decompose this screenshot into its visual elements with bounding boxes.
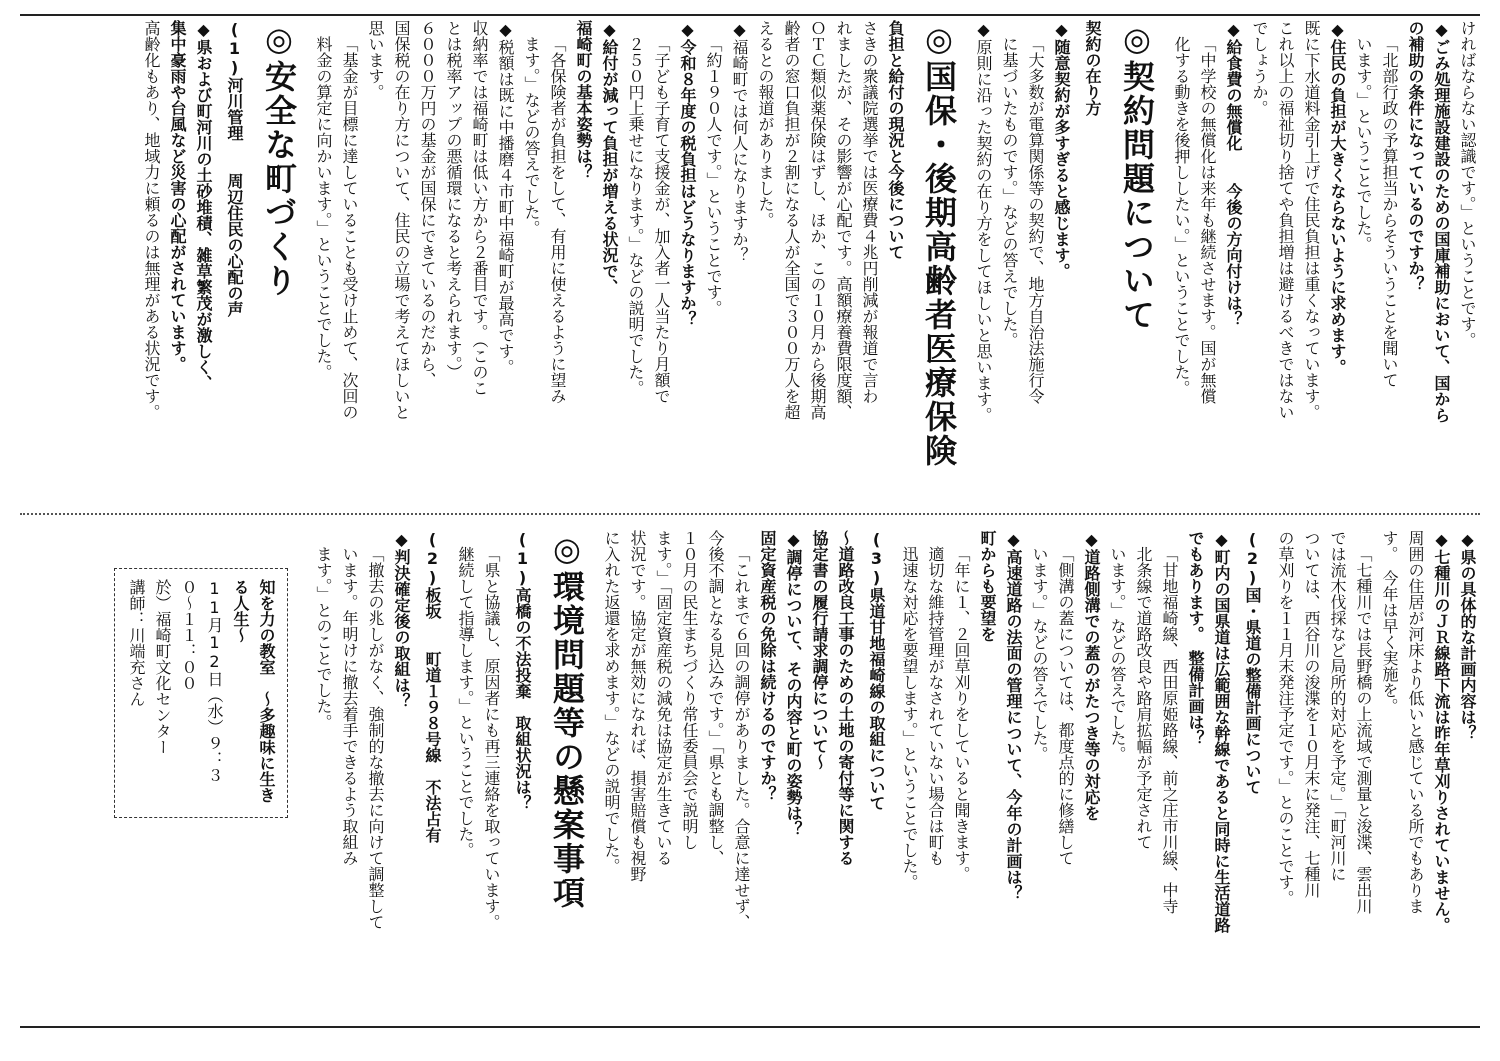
- body-line: さきの衆議院選挙では医療費４兆円削減が報道で言わ: [860, 20, 879, 404]
- question-line: 集中豪雨や台風など災害の心配がされています。: [168, 20, 187, 372]
- answer-line: 「撤去の兆しがなく、強制的な撤去に向けて調整して: [366, 546, 385, 930]
- answer-line: 「七種川では長野橋の上流域で測量と浚渫、雲出川: [1354, 546, 1373, 914]
- question-line: の補助の条件になっているのですか？: [1406, 20, 1425, 292]
- notice-title: 知を力の教室 〜多趣味に生きる人生〜: [231, 579, 276, 803]
- question-line: ◆道路側溝での蓋のがたつき等の対応を: [1082, 530, 1101, 821]
- question-line: ◆ごみ処理施設建設のための国庫補助において、国から: [1432, 20, 1451, 423]
- answer-line: います。年明けに撤去着手できるよう取組み: [340, 546, 359, 866]
- body-line: に入れた返還を求めます。」などの説明でした。: [602, 530, 621, 874]
- answer-line: 継続して指導します。」ということでした。: [456, 546, 475, 858]
- body-line: ◆原則に沿った契約の在り方をしてほしいと思います。: [974, 20, 993, 423]
- body-line: 齢者の窓口負担が２割になる人が全国で３００万人を超: [782, 20, 801, 420]
- body-line: では流木伐採など局所的対応を予定。」「町河川に: [1328, 530, 1347, 882]
- question-line: ◆町内の国県道は広範囲な幹線であると同時に生活道路: [1212, 530, 1231, 933]
- body-line: 収納率では福崎町は低い方から２番目です。（このこ: [470, 20, 489, 396]
- body-line: の草刈りを１１月末発注予定です。」とのことです。: [1276, 530, 1295, 906]
- body-line: 状況です。協定が無効になれば、損害賠償も視野: [628, 530, 647, 882]
- answer-line: 「約１９０人です。」ということです。: [704, 36, 723, 316]
- answer-line: に基づいたものです。」などの答えでした。: [1000, 36, 1019, 348]
- question-line: 負担と給付の現況と今後について: [886, 20, 905, 260]
- question-line: 〜道路改良工事のための土地の寄付等に関する: [836, 530, 855, 866]
- body-line: ◆税額は既に中播磨４市町中福崎町が最高です。: [496, 20, 515, 375]
- answer-line: ます。」などの答えでした。: [522, 36, 541, 236]
- subsection-heading: (1)河川管理 周辺住民の心配の声: [225, 20, 244, 317]
- event-notice-box: [114, 568, 288, 818]
- answer-line: 「北部行政の予算担当からそういうことを聞いて: [1380, 36, 1399, 388]
- body-line: 既に下水道料金引上げで住民負担は重くなっています。: [1302, 20, 1321, 420]
- answer-line: 「基金が目標に達していることも受け止めて、次回の: [340, 36, 359, 420]
- body-line: 国保税の在り方について、住民の立場で考えてほしいと: [392, 20, 411, 420]
- answer-line: ２５０円上乗せになります。」などの説明でした。: [626, 36, 645, 396]
- body-line: １０月の民生まちづくり常任委員会で説明し: [680, 530, 699, 850]
- notice-date: 11月12日（水）９：３０〜１１：００: [179, 579, 224, 783]
- body-line: ます。」「固定資産税の減免は協定が生きている: [654, 530, 673, 866]
- answer-line: 「これまで６回の調停がありました。合意に達せず、: [732, 546, 751, 930]
- question-line: ◆七種川のＪＲ線路下流は昨年草刈りされていません。: [1432, 530, 1451, 933]
- answer-line: 化する動きを後押ししたい。」ということでした。: [1172, 36, 1191, 396]
- question-line: ◆住民の負担が大きくならないように求めます。: [1328, 20, 1347, 375]
- top-rule: [20, 14, 1480, 16]
- subsection-heading: (2)板坂 町道１９８号線 不法占有: [423, 530, 442, 843]
- question-line: ◆給食費の無償化 今後の方向付けは？: [1224, 20, 1243, 327]
- body-line: ければならない認識です。」ということです。: [1458, 20, 1477, 348]
- question-line: ◆高速道路の法面の管理について、今年の計画は？: [1004, 530, 1023, 901]
- question-line: 福崎町の基本姿勢は？: [574, 20, 593, 180]
- answer-line: 「年に１、２回草刈りをしていると聞きます。: [952, 546, 971, 882]
- answer-line: います。」などの答えでした。: [1030, 546, 1049, 762]
- body-line: とは税率アップの悪循環になると考えられます。）: [444, 20, 463, 380]
- body-line: でしょうか。: [1250, 20, 1269, 116]
- question-line: ◆給付が減って負担が増える状況で、: [600, 20, 619, 295]
- answer-line: 「側溝の蓋については、都度点的に修繕して: [1056, 546, 1075, 866]
- lower-article-columns: [20, 530, 1480, 1020]
- question-line: 協定書の履行請求調停について〜: [810, 530, 829, 770]
- section-heading: ◎契約問題について: [1118, 20, 1156, 332]
- subsection-heading: 契約の在り方: [1083, 20, 1102, 116]
- bottom-rule: [20, 1026, 1480, 1028]
- subsection-heading: (2)国・県道の整備計画について: [1243, 530, 1262, 795]
- body-line: ついては、西谷川の浚渫を１０月末に発注、七種川: [1302, 530, 1321, 898]
- answer-line: 「子ども子育て支援金が、加入者一人当たり月額で: [652, 36, 671, 404]
- question-line: ◆令和８年度の税負担はどうなりますか？: [678, 20, 697, 327]
- body-line: 思います。: [366, 20, 385, 100]
- question-line: ◆調停について、その内容と町の姿勢は？: [784, 530, 803, 837]
- section-divider: [20, 513, 1480, 515]
- answer-line: 北条線で道路改良や路肩拡幅が予定されて: [1134, 546, 1153, 850]
- body-line: 高齢化もあり、地域力に頼るのは無理がある状況です。: [142, 20, 161, 420]
- notice-lecturer: 講師：川端充さん: [127, 579, 146, 707]
- body-line: す。 今年は早く実施を。: [1380, 530, 1399, 714]
- body-line: ６０００万円の基金が国保にできているのだから、: [418, 20, 437, 388]
- answer-line: います。」などの答えでした。: [1108, 546, 1127, 762]
- answer-line: 「各保険者が負担をして、有用に使えるように望み: [548, 36, 567, 404]
- answer-line: 料金の算定に向かいます。」ということでした。: [314, 36, 333, 380]
- question-line: でもあります。 整備計画は？: [1186, 530, 1205, 746]
- question-line: ◆随意契約が多すぎると感じます。: [1052, 20, 1071, 279]
- question-line: ◆県の具体的な計画内容は？: [1458, 530, 1477, 741]
- body-line: ＯＴＣ類似薬保険はずし、ほか、この１０月から後期高: [808, 20, 827, 420]
- question-line: ◆県および町河川の土砂堆積、雑草繁茂が激しく、: [194, 20, 213, 391]
- answer-line: 「県と協議し、原因者にも再三連絡を取っています。: [482, 546, 501, 930]
- answer-line: 「甘地福崎線、西田原姫路線、前之庄市川線、中寺: [1160, 546, 1179, 914]
- section-heading: ◎国保・後期高齢者医療保険: [920, 20, 958, 468]
- body-line: れましたが、その影響が心配です。高額療養費限度額、: [834, 20, 853, 420]
- section-heading: ◎安全な町づくり: [260, 20, 298, 298]
- question-line: 町からも要望を: [978, 530, 997, 642]
- answer-line: 迅速な対応を要望します。」ということでした。: [900, 546, 919, 890]
- answer-line: 「大多数が電算関係等の契約で、地方自治法施行令: [1026, 36, 1045, 404]
- body-line: これ以上の福祉切り捨てや負担増は避けるべきではない: [1276, 20, 1295, 420]
- body-line: ◆福崎町では何人になりますか？: [730, 20, 749, 263]
- subsection-heading: (3)県道甘地福崎線の取組について: [867, 530, 886, 811]
- answer-line: ます。」とのことでした。: [314, 546, 333, 730]
- notice-place: 於）福崎町文化センター: [153, 579, 172, 755]
- question-line: ◆判決確定後の取組は？: [392, 530, 411, 709]
- body-line: えるとの報道がありました。: [756, 20, 775, 228]
- body-line: 今後不調となる見込みです。」「県とも調整し、: [706, 530, 725, 866]
- section-heading: ◎環境問題等の懸案事項: [548, 530, 586, 910]
- answer-line: 適切な維持管理がなされていない場合は町も: [926, 546, 945, 866]
- body-line: 周囲の住居が河床より低いと感じている所でもありま: [1406, 530, 1425, 914]
- subsection-heading: (1)高橋の不法投棄 取組状況は？: [513, 530, 532, 811]
- answer-line: います。」ということでした。: [1354, 36, 1373, 252]
- answer-line: 「中学校の無償化は来年も継続させます。国が無償: [1198, 36, 1217, 404]
- question-line: 固定資産税の免除は続けるのですか？: [758, 530, 777, 802]
- upper-article-columns: [20, 20, 1480, 508]
